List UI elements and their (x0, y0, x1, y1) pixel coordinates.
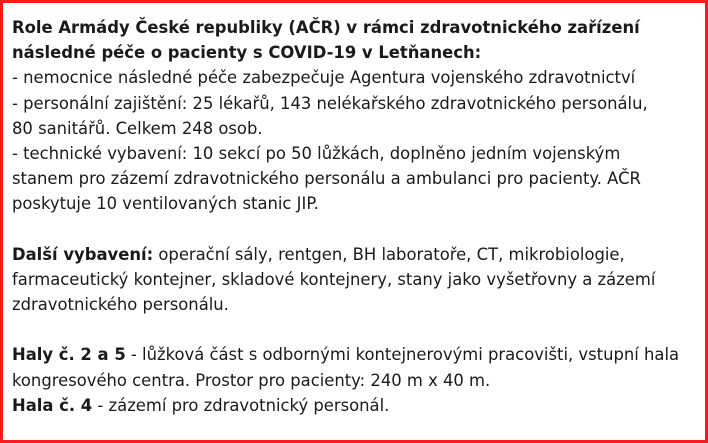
paragraph-gap (12, 217, 700, 242)
point-line: - nemocnice následné péče zabezpečuje Agentura vojenského zdravotnictví (12, 68, 636, 88)
point-line: - personální zajištění: 25 lékařů, 143 nelékařského zdravotnického personálu, (12, 93, 648, 113)
equipment-line-3: zdravotnického personálu. (12, 295, 229, 315)
hall-text: - lůžková část s odbornými kontejnerovými pracovišti, vstupní hala (125, 345, 680, 365)
document-text (12, 15, 700, 418)
hall-line (12, 393, 700, 418)
point-line: stanem pro zázemí zdravotnického personálu a ambulanci pro pacienty. AČR (12, 169, 641, 189)
hall-line: kongresového centra. Prostor pro pacienty: 240 m x 40 m. (12, 370, 491, 390)
hall-label: Haly č. 2 a 5 (12, 345, 126, 365)
hall-text: - zázemí pro zdravotnický personál. (92, 395, 390, 415)
hall-line (12, 342, 700, 367)
equipment-text: operační sály, rentgen, BH laboratoře, CT, mikrobiologie, (153, 244, 625, 264)
heading-line-1: Role Armády České republiky (AČR) v rámci zdravotnického zařízení (12, 18, 640, 37)
heading-line-2: následné péče o pacienty s COVID-19 v Letňanech: (12, 43, 482, 63)
hall-label: Hala č. 4 (12, 395, 93, 415)
point-line: - technické vybavení: 10 sekcí po 50 lůžkách, doplněno jedním vojenským (12, 143, 621, 163)
paragraph-gap (12, 317, 700, 342)
equipment-line-1 (12, 242, 700, 267)
equipment-label: Další vybavení: (12, 244, 154, 264)
point-line: poskytuje 10 ventilovaných stanic JIP. (12, 194, 319, 214)
point-line: 80 sanitářů. Celkem 248 osob. (12, 118, 263, 138)
equipment-line-2: farmaceutický kontejner, skladové kontejnery, stany jako vyšetřovny a zázemí (12, 269, 656, 289)
